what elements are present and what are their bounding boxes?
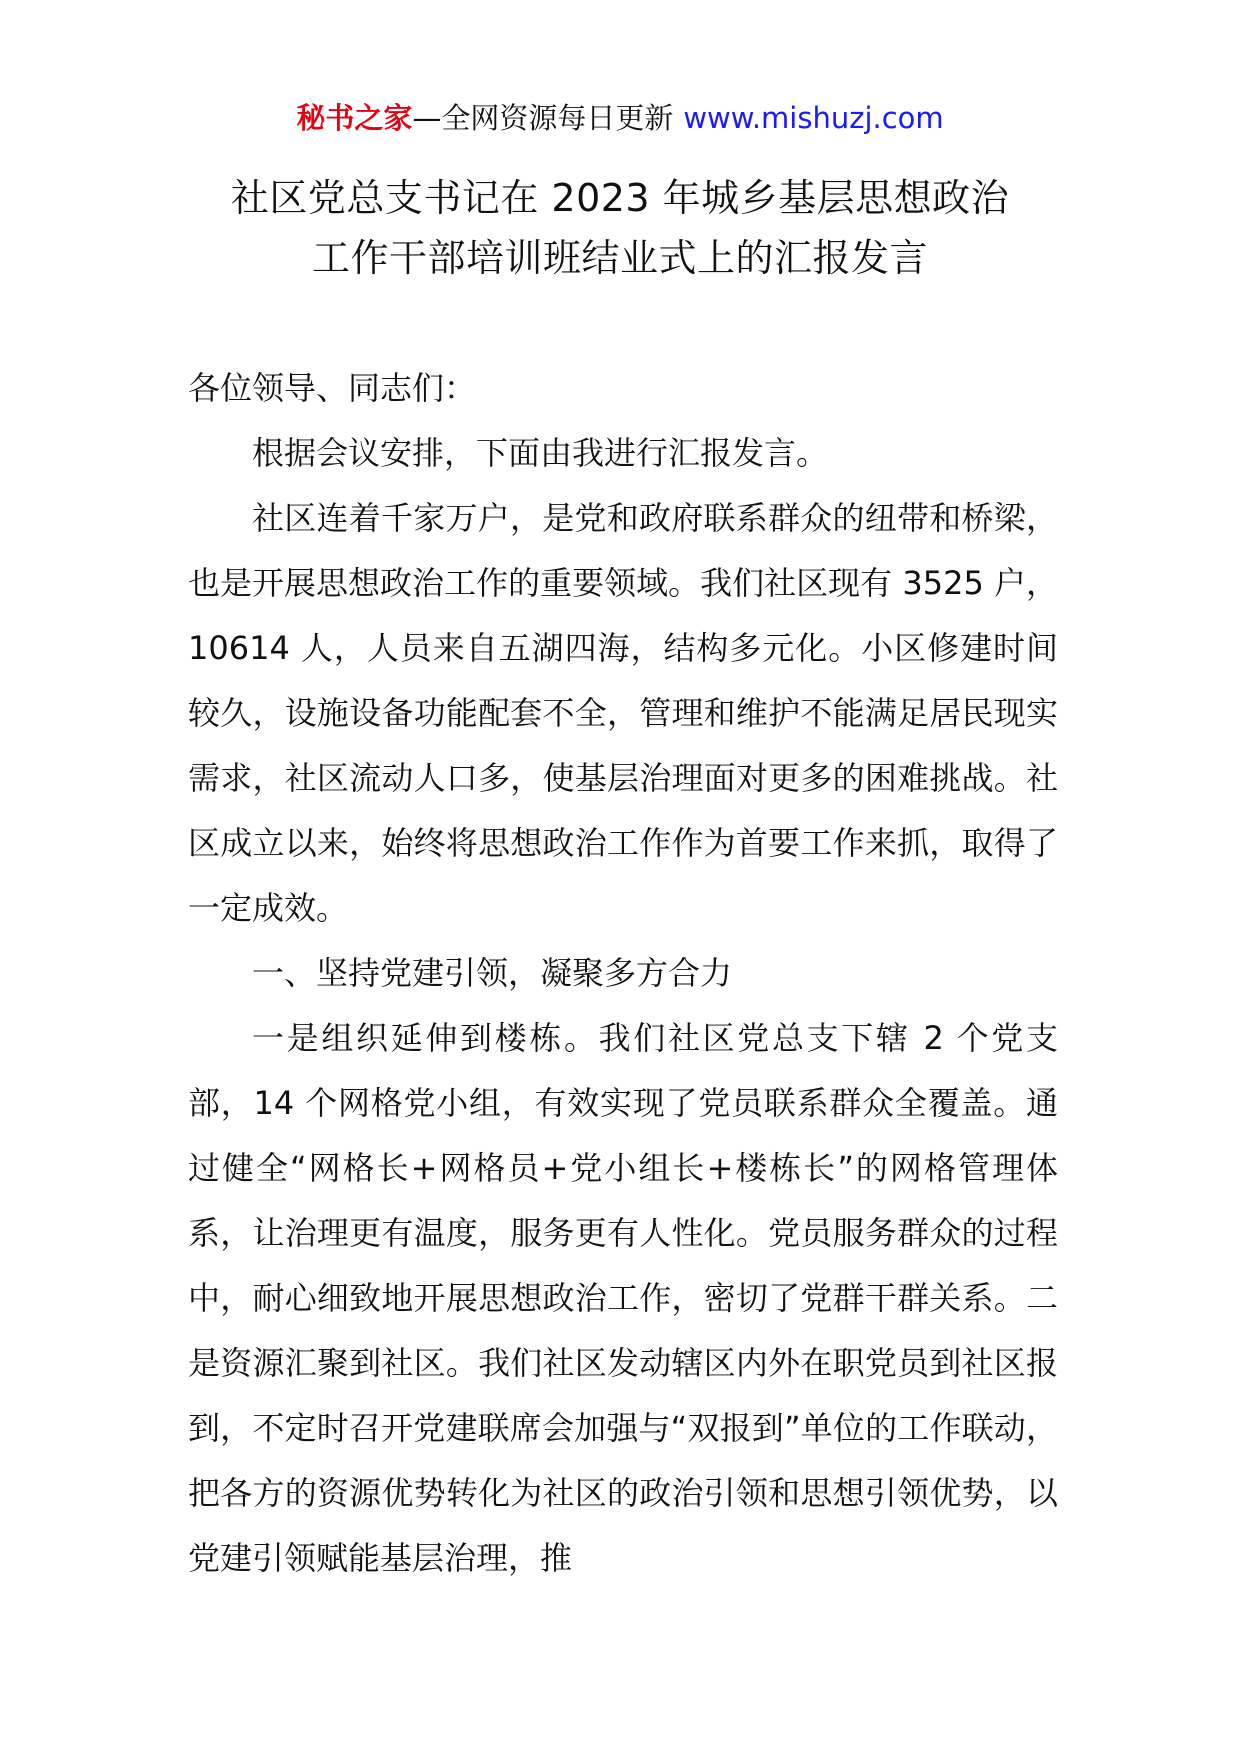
section-heading-1: 一、坚持党建引领，凝聚多方合力 xyxy=(252,954,733,992)
document-title xyxy=(100,168,1140,288)
header-tagline: —全网资源每日更新 xyxy=(412,101,674,135)
paragraph-3: 一是组织延伸到楼栋。我们社区党总支下辖 2 个党支部，14 个网格党小组，有效实现了党员联系群众全覆盖。通过健全“网格长+网格员+党小组长+楼栋长”的网格管理体系，让治理更有温度，服务更有人性化。党员服务群众的过程中，耐心细致地开展思想政治工作，密切了党群干群关系。二是资源汇聚到社区。我们社区发动辖区内外在职党员到社区报到，不定时召开党建联席会加强与“双报到”单位的工作联动，把各方的资源优势转化为社区的政治引领和思想引领优势，以党建引领赋能基层治理，推 xyxy=(188,1019,1058,1577)
title-line-2: 工作干部培训班结业式上的汇报发言 xyxy=(311,236,928,280)
brand-name: 秘书之家 xyxy=(296,101,413,135)
paragraph-1: 根据会议安排，下面由我进行汇报发言。 xyxy=(252,434,829,472)
salutation: 各位领导、同志们： xyxy=(188,369,477,407)
title-line-1: 社区党总支书记在 2023 年城乡基层思想政治 xyxy=(230,176,1010,220)
site-url-link[interactable]: www.mishuzj.com xyxy=(683,101,944,135)
paragraph-2: 社区连着千家万户，是党和政府联系群众的纽带和桥梁，也是开展思想政治工作的重要领域。我们社区现有 3525 户，10614 人，人员来自五湖四海，结构多元化。小区修建时间较久，设施设备功能配套不全，管理和维护不能满足居民现实需求，社区流动人口多，使基层治理面对更多的困难挑战。社区成立以来，始终将思想政治工作作为首要工作来抓，取得了一定成效。 xyxy=(188,499,1058,927)
source-header xyxy=(0,98,1240,138)
document-body xyxy=(188,356,1058,1591)
